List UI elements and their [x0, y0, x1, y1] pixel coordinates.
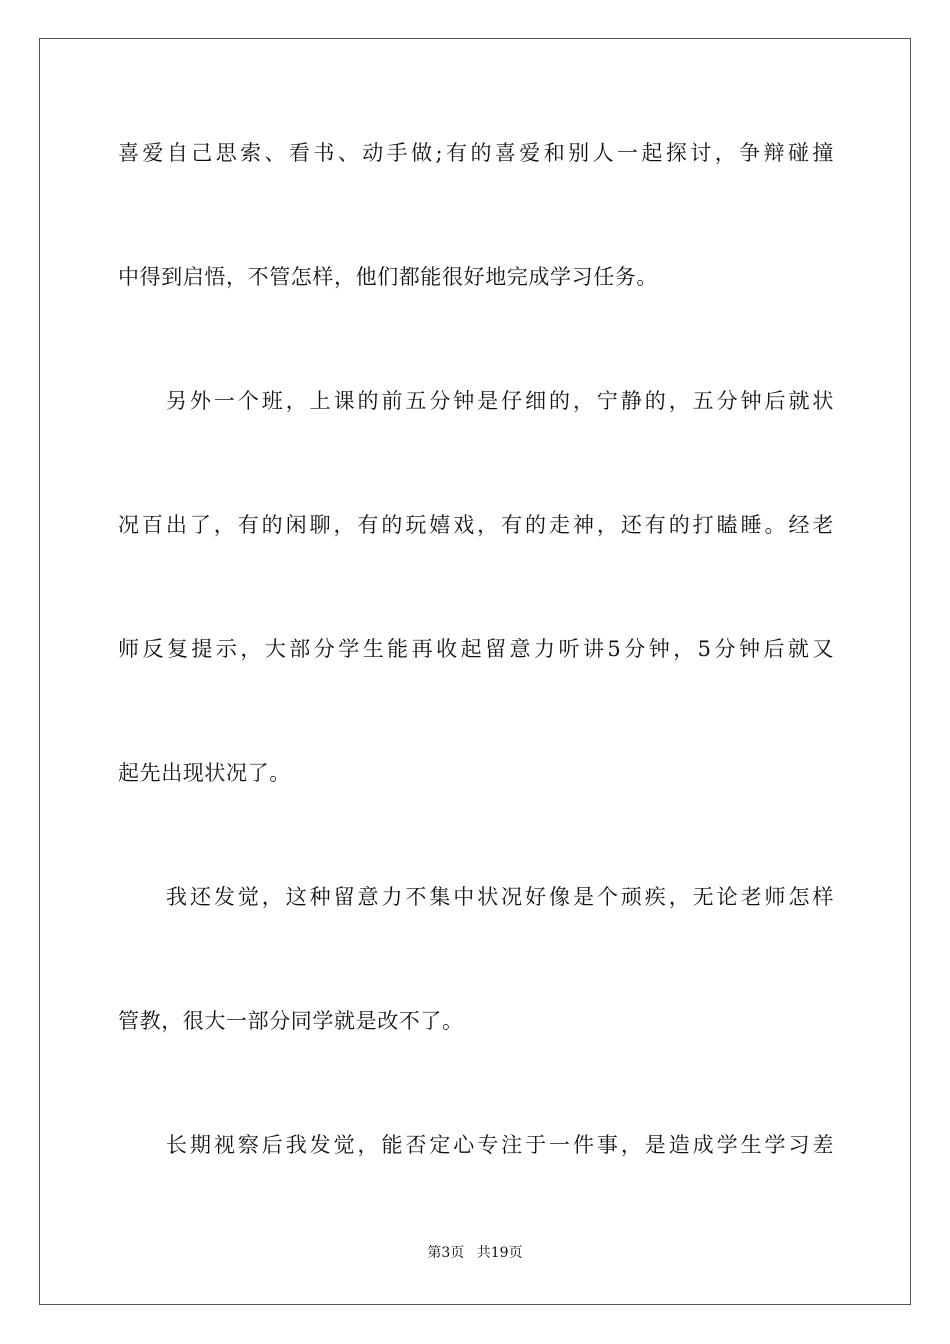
text-line-2: 中得到启悟，不管怎样，他们都能很好地完成学习任务。 — [118, 265, 658, 289]
text-line-8: 管教，很大一部分同学就是改不了。 — [118, 1009, 464, 1033]
text-line-9: 长期视察后我发觉，能否定心专注于一件事，是造成学生学习差 — [166, 1133, 834, 1157]
text-line-7: 我还发觉，这种留意力不集中状况好像是个顽疾，无论老师怎样 — [166, 885, 834, 909]
text-line-4: 况百出了，有的闲聊，有的玩嬉戏，有的走神，还有的打瞌睡。经老 — [118, 513, 834, 537]
page-border — [39, 38, 911, 1305]
text-line-6: 起先出现状况了。 — [118, 761, 291, 785]
page-number: 第3页 — [427, 1245, 465, 1261]
page-total: 共19页 — [476, 1245, 523, 1261]
text-line-5: 师反复提示，大部分学生能再收起留意力听讲5分钟，5分钟后就又 — [118, 637, 834, 661]
text-line-3: 另外一个班，上课的前五分钟是仔细的，宁静的，五分钟后就状 — [166, 389, 834, 413]
text-line-1: 喜爱自己思索、看书、动手做;有的喜爱和别人一起探讨，争辩碰撞 — [118, 141, 834, 165]
page-footer — [0, 1243, 950, 1263]
